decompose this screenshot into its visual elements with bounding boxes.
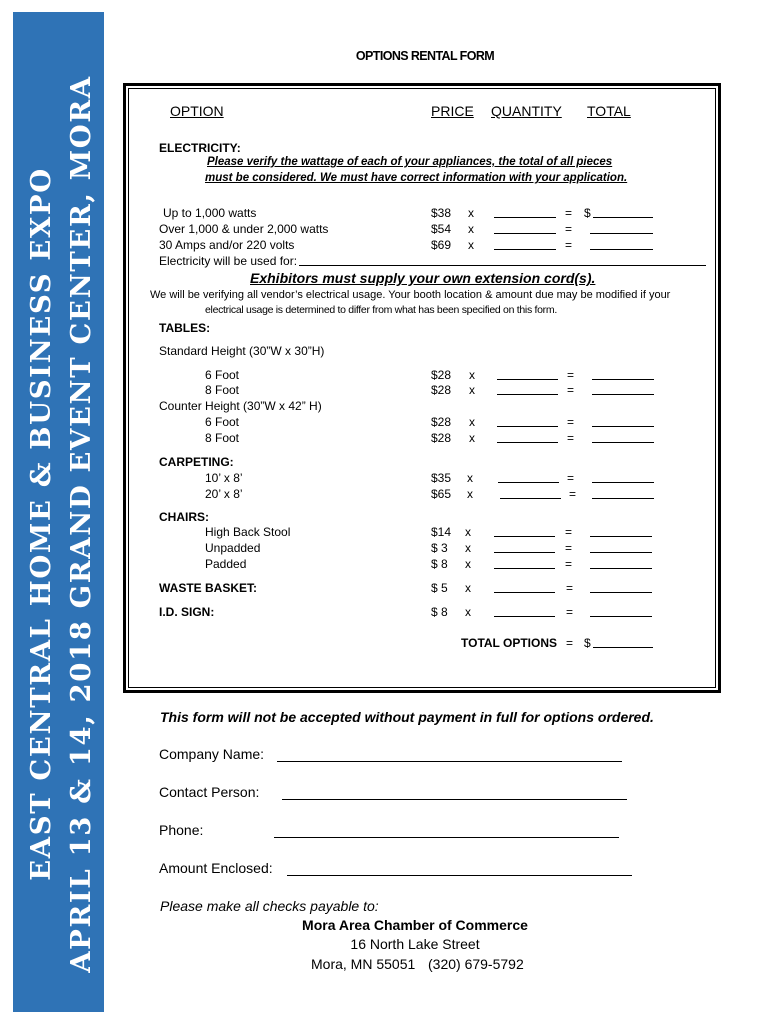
equals-symbol: =	[565, 238, 573, 252]
times-symbol: x	[465, 541, 471, 555]
times-symbol: x	[465, 525, 471, 539]
price-value: $ 5	[431, 581, 448, 595]
times-symbol: x	[468, 238, 474, 252]
electricity-used-for-label: Electricity will be used for:	[159, 254, 298, 268]
times-symbol: x	[467, 471, 473, 485]
quantity-blank[interactable]	[497, 425, 558, 427]
equals-symbol: =	[565, 525, 573, 539]
times-symbol: x	[469, 383, 475, 397]
payable-note: Please make all checks payable to:	[160, 898, 379, 914]
contact-person-label: Contact Person:	[159, 784, 260, 800]
phone-field[interactable]	[274, 836, 619, 838]
times-symbol: x	[469, 415, 475, 429]
phone-label: Phone:	[159, 822, 204, 838]
contact-person-field[interactable]	[282, 798, 627, 800]
sidebar-event-name: EAST CENTRAL HOME & BUSINESS EXPO	[25, 167, 57, 881]
price-value: $35	[431, 471, 452, 485]
carpet-item-label: 10’ x 8’	[205, 471, 243, 485]
carpeting-heading: CARPETING:	[159, 455, 234, 469]
quantity-blank[interactable]	[497, 441, 558, 443]
total-blank[interactable]	[590, 615, 652, 617]
total-blank[interactable]	[590, 535, 652, 537]
total-blank[interactable]	[593, 216, 653, 218]
price-value: $28	[431, 431, 452, 445]
price-value: $54	[431, 222, 452, 236]
quantity-blank[interactable]	[494, 248, 556, 250]
payable-city: Mora, MN 55051	[311, 956, 416, 972]
quantity-blank[interactable]	[494, 615, 555, 617]
total-blank[interactable]	[590, 591, 652, 593]
times-symbol: x	[465, 581, 471, 595]
times-symbol: x	[467, 487, 473, 501]
equals-symbol: =	[567, 368, 575, 382]
electricity-note-line1: Please verify the wattage of each of your appliances, the total of all pieces	[207, 156, 613, 168]
total-blank[interactable]	[592, 425, 654, 427]
total-blank[interactable]	[590, 551, 652, 553]
quantity-blank[interactable]	[497, 393, 558, 395]
electrical-verify-line2: electrical usage is determined to differ from what has been specified on this form.	[205, 304, 557, 316]
times-symbol: x	[469, 368, 475, 382]
times-symbol: x	[465, 605, 471, 619]
counter-height-label: Counter Height (30”W x 42” H)	[159, 399, 322, 413]
equals-symbol: =	[566, 581, 574, 595]
company-name-field[interactable]	[277, 760, 622, 762]
chair-item-label: Unpadded	[205, 541, 261, 555]
equals-symbol: =	[566, 636, 574, 650]
electricity-item-label: 30 Amps and/or 220 volts	[159, 238, 295, 252]
total-options-label: TOTAL OPTIONS	[461, 636, 558, 650]
amount-enclosed-field[interactable]	[287, 874, 632, 876]
times-symbol: x	[465, 557, 471, 571]
equals-symbol: =	[565, 557, 573, 571]
dollar-symbol: $	[584, 636, 591, 650]
price-value: $28	[431, 368, 452, 382]
table-item-label: 8 Foot	[205, 431, 240, 445]
id-sign-heading: I.D. SIGN:	[159, 605, 215, 619]
total-options-blank[interactable]	[593, 646, 653, 648]
waste-basket-heading: WASTE BASKET:	[159, 581, 258, 595]
chairs-heading: CHAIRS:	[159, 510, 209, 524]
header-option: OPTION	[170, 103, 224, 119]
header-quantity: QUANTITY	[491, 103, 562, 119]
total-blank[interactable]	[592, 378, 654, 380]
extension-cord-notice: Exhibitors must supply your own extension cord(s).	[250, 270, 596, 286]
electricity-used-for-field[interactable]	[299, 264, 706, 266]
sidebar-title	[21, 24, 121, 1024]
payable-organization: Mora Area Chamber of Commerce	[302, 917, 528, 933]
times-symbol: x	[469, 431, 475, 445]
quantity-blank[interactable]	[494, 551, 555, 553]
equals-symbol: =	[567, 383, 575, 397]
table-item-label: 8 Foot	[205, 383, 240, 397]
equals-symbol: =	[567, 471, 575, 485]
equals-symbol: =	[567, 431, 575, 445]
total-blank[interactable]	[590, 248, 653, 250]
equals-symbol: =	[565, 206, 573, 220]
payable-phone: (320) 679-5792	[428, 956, 524, 972]
total-blank[interactable]	[590, 232, 653, 234]
quantity-blank[interactable]	[494, 591, 555, 593]
quantity-blank[interactable]	[494, 232, 556, 234]
electricity-item-label: Up to 1,000 watts	[163, 206, 257, 220]
price-value: $65	[431, 487, 452, 501]
price-value: $ 3	[431, 541, 448, 555]
chair-item-label: Padded	[205, 557, 247, 571]
dollar-symbol: $	[584, 206, 591, 220]
equals-symbol: =	[566, 605, 574, 619]
quantity-blank[interactable]	[494, 216, 556, 218]
price-value: $38	[431, 206, 452, 220]
equals-symbol: =	[565, 222, 573, 236]
total-blank[interactable]	[592, 393, 654, 395]
electricity-item-label: Over 1,000 & under 2,000 watts	[159, 222, 329, 236]
price-value: $14	[431, 525, 452, 539]
electrical-verify-line1: We will be verifying all vendor’s electrical usage. Your booth location & amount due may be modified if your	[150, 289, 671, 301]
company-name-label: Company Name:	[159, 746, 265, 762]
chair-item-label: High Back Stool	[205, 525, 291, 539]
equals-symbol: =	[567, 415, 575, 429]
amount-enclosed-label: Amount Enclosed:	[159, 860, 273, 876]
header-price: PRICE	[431, 103, 474, 119]
table-item-label: 6 Foot	[205, 415, 240, 429]
quantity-blank[interactable]	[494, 567, 555, 569]
event-sidebar	[13, 12, 104, 1012]
quantity-blank[interactable]	[497, 378, 558, 380]
carpet-item-label: 20’ x 8’	[205, 487, 243, 501]
form-title: OPTIONS RENTAL FORM	[355, 49, 495, 63]
price-value: $28	[431, 415, 452, 429]
electricity-note-line2: must be considered. We must have correct information with your application.	[205, 172, 628, 184]
quantity-blank[interactable]	[500, 497, 561, 499]
total-blank[interactable]	[592, 481, 654, 483]
times-symbol: x	[468, 206, 474, 220]
price-value: $28	[431, 383, 452, 397]
price-value: $ 8	[431, 605, 448, 619]
sidebar-event-date-location: APRIL 13 & 14, 2018 GRAND EVENT CENTER, MORA	[65, 75, 97, 973]
equals-symbol: =	[569, 487, 577, 501]
tables-heading: TABLES:	[159, 321, 211, 335]
price-value: $ 8	[431, 557, 448, 571]
quantity-blank[interactable]	[494, 535, 555, 537]
payment-notice: This form will not be accepted without payment in full for options ordered.	[160, 709, 654, 725]
total-blank[interactable]	[590, 567, 652, 569]
equals-symbol: =	[565, 541, 573, 555]
electricity-heading: ELECTRICITY:	[159, 141, 241, 155]
standard-height-label: Standard Height (30”W x 30”H)	[159, 344, 325, 358]
price-value: $69	[431, 238, 452, 252]
times-symbol: x	[468, 222, 474, 236]
table-item-label: 6 Foot	[205, 368, 240, 382]
total-blank[interactable]	[592, 497, 654, 499]
quantity-blank[interactable]	[498, 481, 559, 483]
total-blank[interactable]	[592, 441, 654, 443]
header-total: TOTAL	[587, 103, 631, 119]
payable-street: 16 North Lake Street	[350, 936, 480, 952]
